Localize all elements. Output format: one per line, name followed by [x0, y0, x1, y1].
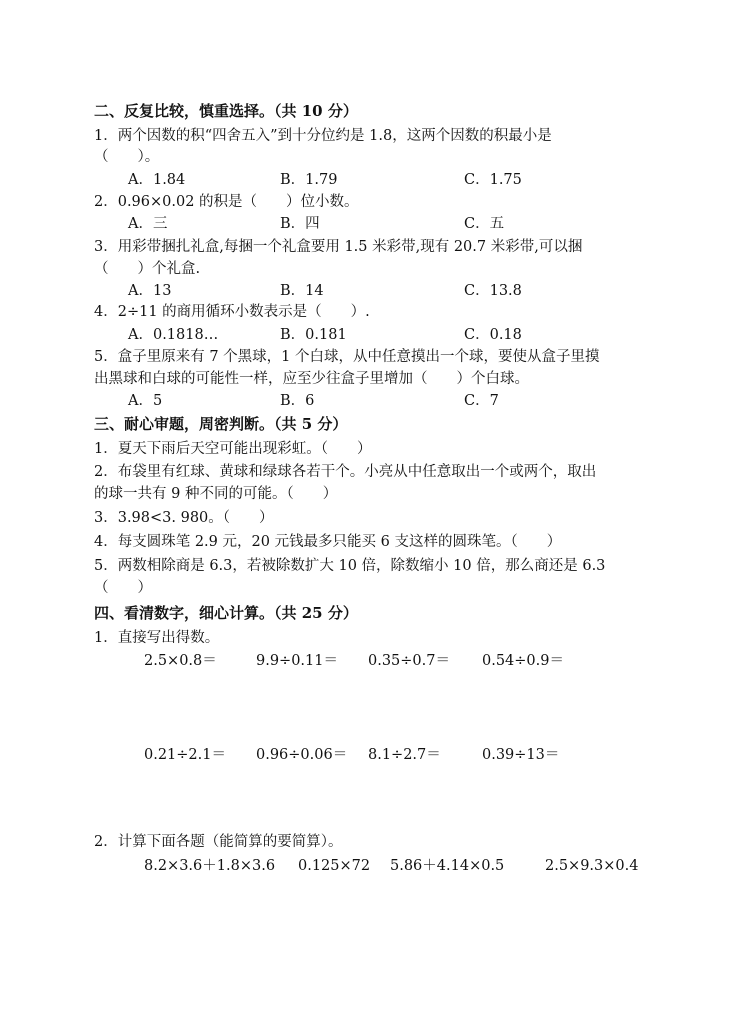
s2-q2-line1: 2．0.96×0.02 的积是（ ）位小数。 [94, 194, 359, 210]
s2-q1-option-b: B．1.79 [280, 172, 338, 188]
s3-q3: 3．3.98<3. 980。（ ） [94, 510, 274, 526]
s2-q1-option-a: A．1.84 [128, 172, 186, 188]
s4-p2-expr-4: 2.5×9.3×0.4 [545, 858, 639, 874]
s3-q4: 4．每支圆珠笔 2.9 元，20 元钱最多只能买 6 支这样的圆珠笔。（ ） [94, 534, 562, 550]
s2-q1-line1: 1．两个因数的积“四舍五入”到十分位约是 1.8，这两个因数的积最小是 [94, 128, 552, 144]
s2-q3-line1: 3．用彩带捆扎礼盒,每捆一个礼盒要用 1.5 米彩带,现有 20.7 米彩带,可以捆 [94, 239, 583, 255]
s2-q1-line2: （ ）。 [94, 149, 160, 165]
s4-p1-expr-2: 9.9÷0.11＝ [256, 653, 338, 669]
s4-p2-expr-2: 0.125×72 [298, 858, 371, 874]
s2-q4-line1: 4．2÷11 的商用循环小数表示是（ ）. [94, 304, 370, 320]
s2-q5-line2: 出黑球和白球的可能性一样，应至少往盒子里增加（ ）个白球。 [94, 371, 529, 387]
s2-q4-option-b: B．0.181 [280, 327, 347, 343]
s2-q5-option-a: A．5 [128, 393, 163, 409]
s2-q5-option-c: C．7 [464, 393, 499, 409]
s2-q4-option-c: C．0.18 [464, 327, 522, 343]
s3-q5-line2: （ ） [94, 580, 152, 596]
s2-q5-option-b: B．6 [280, 393, 315, 409]
s3-q2-line2: 的球一共有 9 种不同的可能。（ ） [94, 486, 338, 502]
s4-p2-label: 2．计算下面各题（能简算的要简算）。 [94, 834, 343, 850]
s4-p1-expr-3: 0.35÷0.7＝ [368, 653, 450, 669]
s4-p1-expr-5: 0.21÷2.1＝ [144, 747, 226, 763]
s2-q2-option-b: B．四 [280, 216, 320, 232]
s2-q3-option-c: C．13.8 [464, 283, 522, 299]
s3-q2-line1: 2．布袋里有红球、黄球和绿球各若干个。小亮从中任意取出一个或两个，取出 [94, 464, 597, 480]
s2-q2-option-c: C．五 [464, 216, 505, 232]
s4-p1-expr-8: 0.39÷13＝ [482, 747, 560, 763]
section3-title: 三、耐心审题，周密判断。（共 5 分） [94, 415, 348, 433]
s2-q1-option-c: C．1.75 [464, 172, 522, 188]
s4-p2-expr-3: 5.86＋4.14×0.5 [390, 858, 505, 874]
s2-q3-option-a: A．13 [128, 283, 172, 299]
s2-q5-line1: 5．盒子里原来有 7 个黑球，1 个白球，从中任意摸出一个球，要使从盒子里摸 [94, 349, 600, 365]
s4-p1-expr-7: 8.1÷2.7＝ [368, 747, 441, 763]
section2-title: 二、反复比较，慎重选择。（共 10 分） [94, 102, 358, 120]
section4-title: 四、看清数字，细心计算。（共 25 分） [94, 604, 358, 622]
s4-p1-expr-4: 0.54÷0.9＝ [482, 653, 564, 669]
s4-p2-expr-1: 8.2×3.6＋1.8×3.6 [144, 858, 276, 874]
s2-q4-option-a: A．0.1818… [128, 327, 219, 343]
s2-q3-option-b: B．14 [280, 283, 324, 299]
s3-q5-line1: 5．两数相除商是 6.3，若被除数扩大 10 倍，除数缩小 10 倍，那么商还是 6.3 [94, 558, 606, 574]
s3-q1: 1．夏天下雨后天空可能出现彩虹。（ ） [94, 441, 372, 457]
s4-p1-expr-1: 2.5×0.8＝ [144, 653, 217, 669]
s2-q3-line2: （ ）个礼盒. [94, 261, 201, 277]
s4-p1-label: 1．直接写出得数。 [94, 630, 220, 646]
s4-p1-expr-6: 0.96÷0.06＝ [256, 747, 348, 763]
s2-q2-option-a: A．三 [128, 216, 168, 232]
